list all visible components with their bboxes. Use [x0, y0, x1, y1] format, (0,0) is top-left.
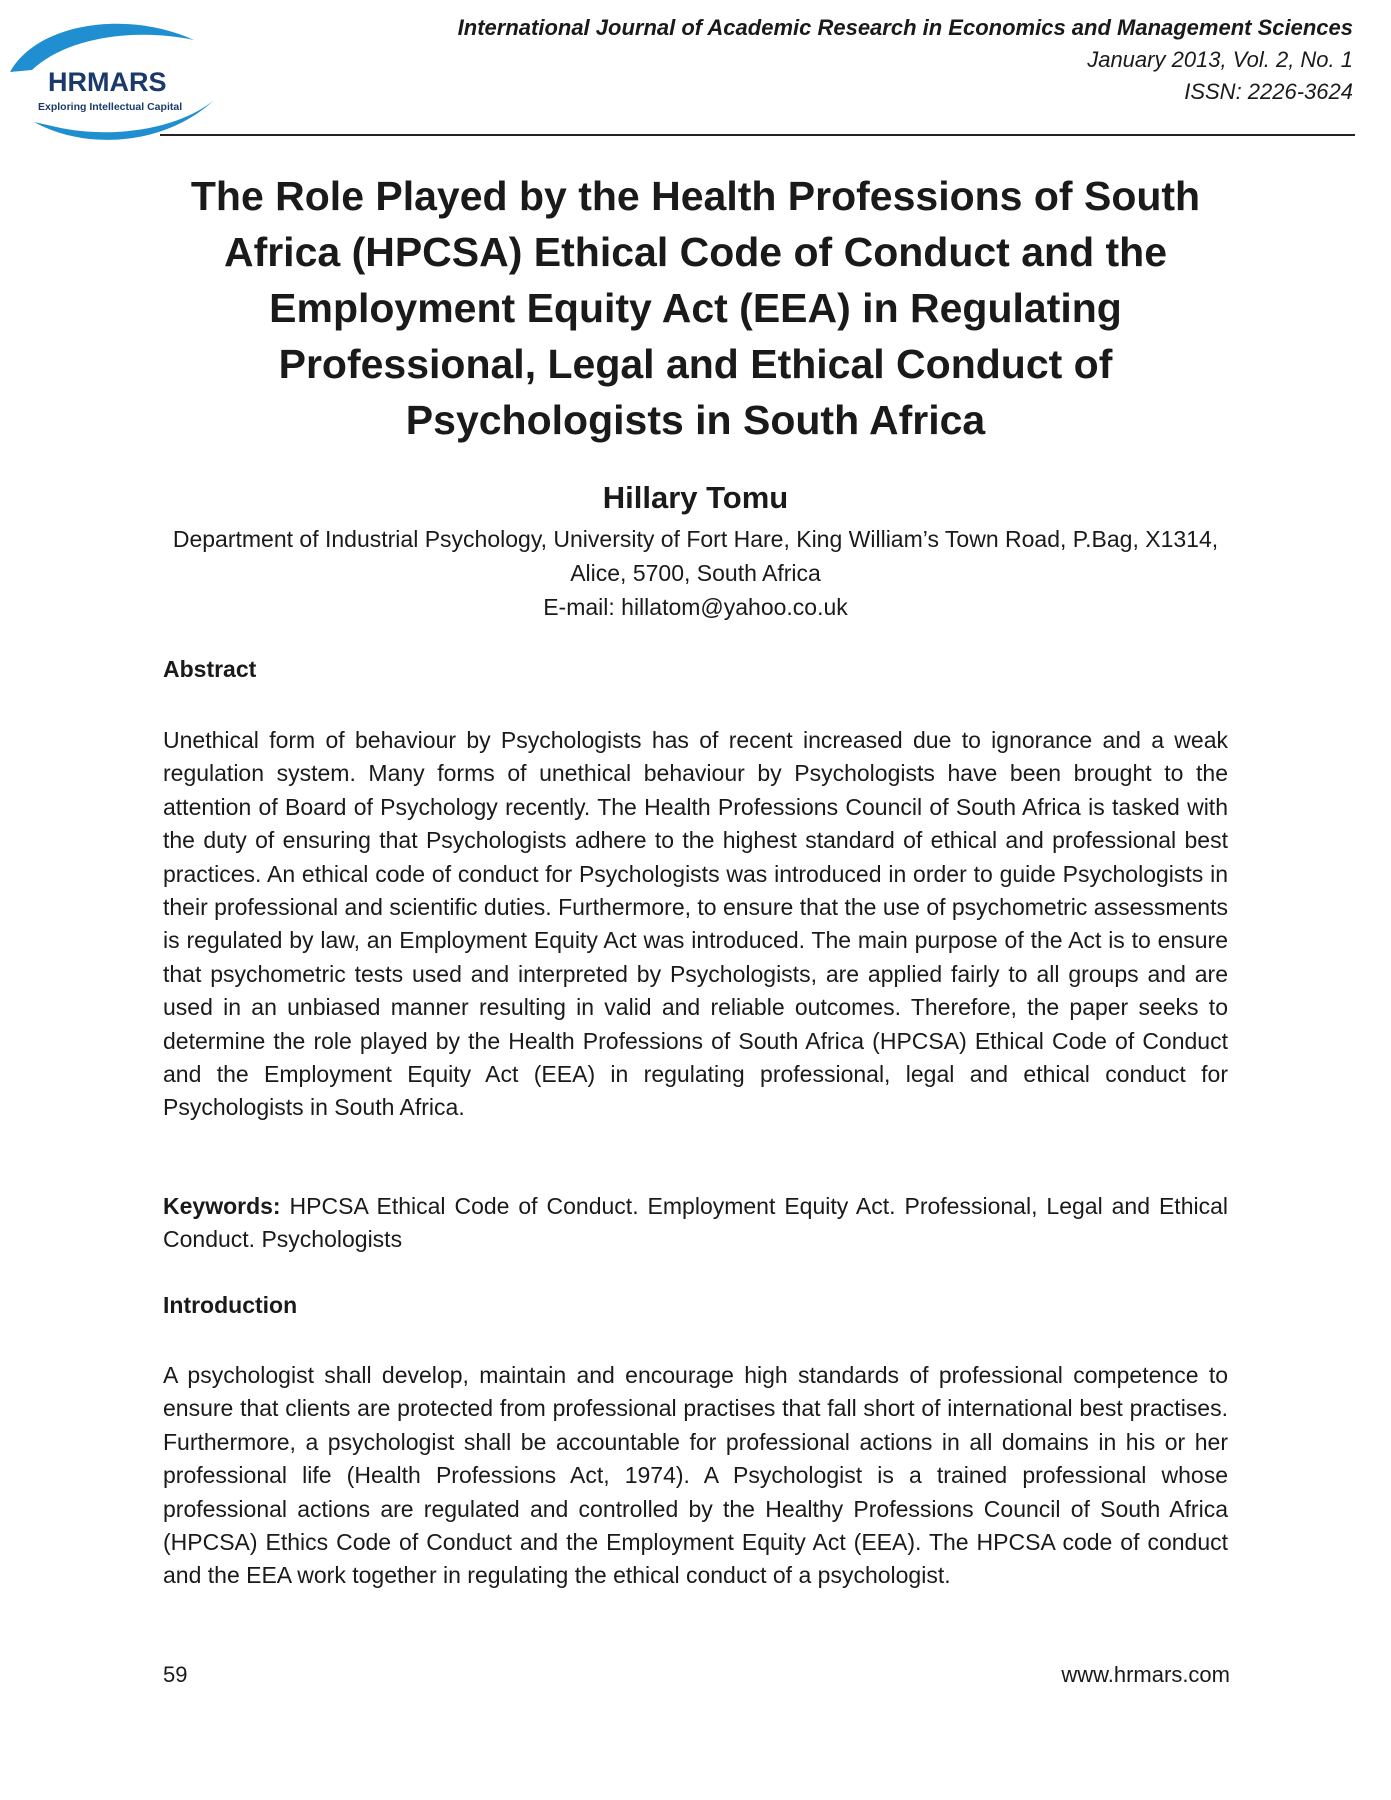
introduction-heading: Introduction [163, 1292, 298, 1318]
abstract-heading: Abstract [163, 656, 257, 682]
paper-title: The Role Played by the Health Professions of South Africa (HPCSA) Ethical Code of Conduct and the Employment Equity Act (EEA) in Regulating Professional, Legal and Ethical Conduct of Psychologists in South Africa [190, 173, 1201, 443]
author-block [163, 522, 1228, 624]
abstract-text: Unethical form of behaviour by Psychologists has of recent increased due to ignorance and a weak regulation system. Many forms of unethical behaviour by Psychologists have been brought to the attention of Board of Psychology recently. The Health Professions Council of South Africa is tasked with the duty of ensuring that Psychologists adhere to the highest standard of ethical and professional best practices. An ethical code of conduct for Psychologists was introduced in order to guide Psychologists in their professional and scientific duties. Furthermore, to ensure that the use of psychometric assessments is regulated by law, an Employment Equity Act was introduced. The main purpose of the Act is to ensure that psychometric tests used and interpreted by Psychologists, are applied fairly to all groups and are used in an unbiased manner resulting in valid and reliable outcomes. Therefore, the paper seeks to determine the role played by the Health Professions of South Africa (HPCSA) Ethical Code of Conduct and the Employment Equity Act (EEA) in regulating professional, legal and ethical conduct for Psychologists in South Africa. [163, 727, 1228, 1121]
journal-issn: ISSN: 2226-3624 [1184, 79, 1353, 104]
introduction-text: A psychologist shall develop, maintain and encourage high standards of professional competence to ensure that clients are protected from professional practises that fall short of international best practises. Furthermore, a psychologist shall be accountable for professional actions in all domains in his or her professional life (Health Professions Act, 1974). A Psychologist is a trained professional whose professional actions are regulated and controlled by the Healthy Professions Council of South Africa (HPCSA) Ethics Code of Conduct and the Employment Equity Act (EEA). The HPCSA code of conduct and the EEA work together in regulating the ethical conduct of a psychologist. [163, 1362, 1228, 1589]
journal-issue: January 2013, Vol. 2, No. 1 [1087, 47, 1353, 72]
hrmars-logo-graphic [8, 14, 218, 149]
logo-upper-swoosh [10, 24, 194, 72]
header-divider [160, 134, 1355, 136]
author-affiliation: Department of Industrial Psychology, University of Fort Hare, King William’s Town Road, P.Bag, X1314, Alice, 5700, South Africa [172, 526, 1219, 586]
logo-brand-text: HRMARS [48, 67, 167, 97]
author-email: E-mail: hillatom@yahoo.co.uk [543, 594, 848, 620]
journal-name: International Journal of Academic Research in Economics and Management Sciences [457, 15, 1353, 40]
logo-tagline-text: Exploring Intellectual Capital [38, 101, 183, 113]
page-number: 59 [163, 1662, 188, 1687]
author-name: Hillary Tomu [602, 480, 789, 515]
publisher-logo [8, 14, 218, 149]
footer-website-link[interactable]: www.hrmars.com [1061, 1662, 1230, 1687]
journal-header [458, 12, 1353, 108]
keywords-text: HPCSA Ethical Code of Conduct. Employment Equity Act. Professional, Legal and Ethical Conduct. Psychologists [163, 1193, 1228, 1253]
keywords [163, 1190, 1228, 1257]
keywords-label: Keywords: [163, 1193, 281, 1219]
